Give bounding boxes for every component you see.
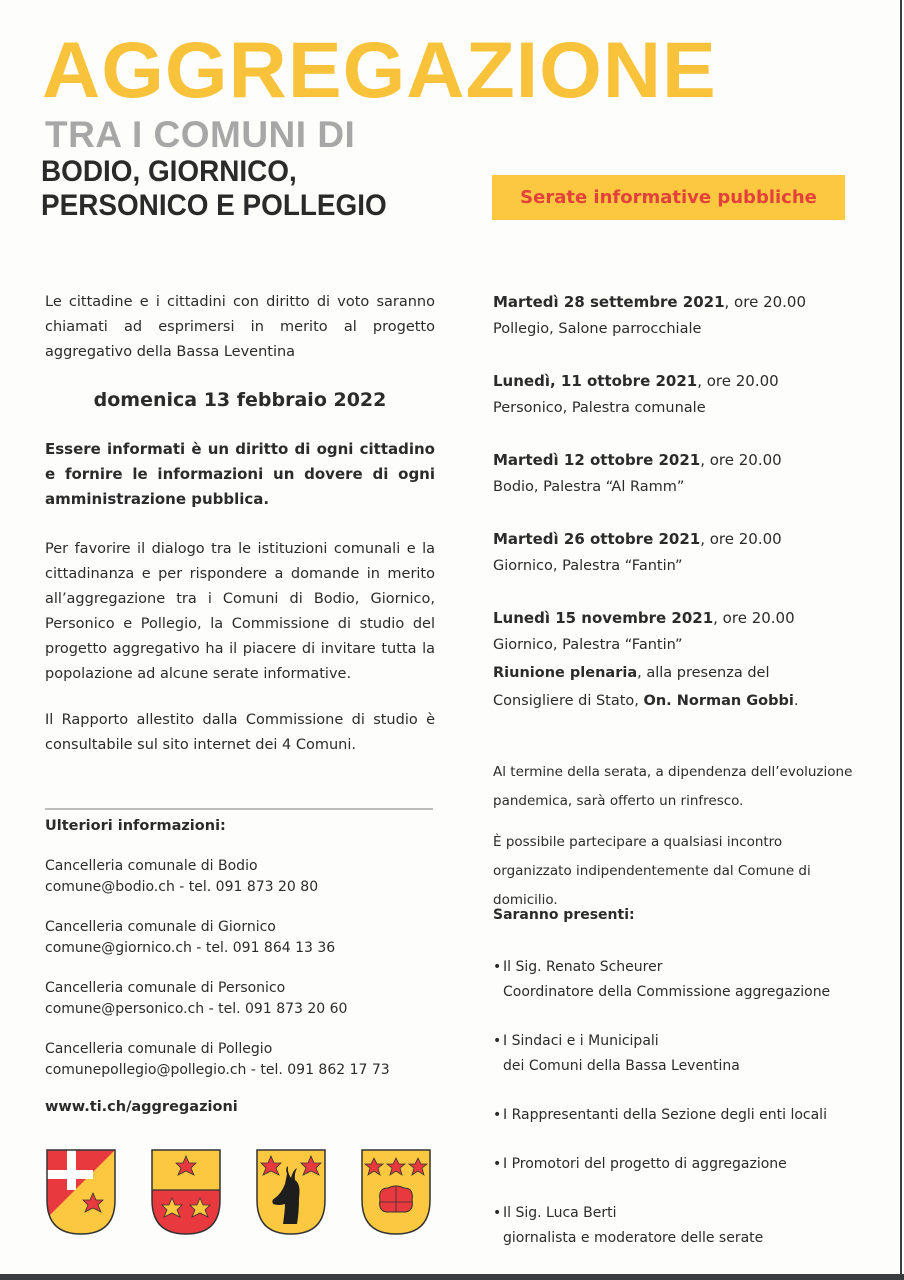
refreshment-note: Al termine della serata, a dipendenza dell’evoluzione pandemica, sarà offerto un rinfresco. (493, 764, 853, 809)
contact-office: Cancelleria comunale di Bodio (45, 858, 258, 874)
communes-heading (41, 155, 387, 223)
bodio-coat-of-arms-icon (45, 1148, 117, 1236)
event-time: , ore 20.00 (724, 293, 807, 311)
contact-office: Cancelleria comunale di Pollegio (45, 1041, 273, 1057)
event-item (493, 527, 863, 580)
bullet-icon: • (493, 1156, 502, 1172)
plenary-text: , alla presenza del (637, 665, 770, 681)
divider (45, 808, 433, 810)
event-place: Bodio, Palestra “Al Ramm” (493, 479, 685, 495)
contact-bodio (45, 856, 390, 898)
attendee-role: dei Comuni della Bassa Leventina (503, 1058, 740, 1074)
dialogue-paragraph: Per favorire il dialogo tra le istituzioni comunali e la cittadinanza e per rispondere a domande in merito all’aggregazione tra i Comuni di Bodio, Giornico, Personico e Pollegio, la Commissione di studio del progetto aggregativo ha il piacere di invitare tutta la popolazione ad alcune serate informative. (45, 541, 435, 682)
contact-giornico (45, 917, 390, 959)
attendee-item (493, 1103, 830, 1128)
intro-paragraph: Le cittadine e i cittadini con diritto di voto saranno chiamati ad esprimersi in merito al progetto aggregativo della Bassa Leventina (45, 294, 435, 360)
bullet-icon: • (493, 1107, 502, 1123)
contact-details[interactable]: comune@personico.ch - tel. 091 873 20 60 (45, 1001, 348, 1017)
event-item (493, 290, 863, 343)
attendee-item (493, 955, 830, 1005)
plenary-note-line-2 (493, 687, 863, 715)
events-list (493, 290, 863, 741)
contact-details[interactable]: comune@bodio.ch - tel. 091 873 20 80 (45, 879, 319, 895)
attendee-role: giornalista e moderatore delle serate (503, 1230, 764, 1246)
event-date: Martedì 28 settembre 2021 (493, 293, 725, 311)
plenary-label: Riunione plenaria (493, 665, 638, 681)
public-evenings-banner: Serate informative pubbliche (492, 175, 845, 220)
contact-details[interactable]: comunepollegio@pollegio.ch - tel. 091 862 17 73 (45, 1062, 390, 1078)
plenary-text: Consigliere di Stato, (493, 693, 644, 709)
plenary-end: . (793, 693, 799, 709)
vote-date: domenica 13 febbraio 2022 (93, 389, 387, 411)
contact-personico (45, 978, 390, 1020)
event-date: Martedì 12 ottobre 2021 (493, 451, 701, 469)
attendance-note: È possibile partecipare a qualsiasi incontro organizzato indipendentemente dal Comune di domicilio. (493, 834, 811, 908)
plenary-note-line-1 (493, 659, 863, 687)
pollegio-coat-of-arms-icon (360, 1148, 432, 1236)
event-place: Personico, Palestra comunale (493, 400, 706, 416)
event-place: Giornico, Palestra “Fantin” (493, 558, 683, 574)
attendee-name: I Promotori del progetto di aggregazione (503, 1156, 787, 1172)
bold-statement: Essere informati è un diritto di ogni cittadino e fornire le informazioni un dovere di ogni amministrazione pubblica. (45, 440, 435, 508)
contact-office: Cancelleria comunale di Personico (45, 980, 286, 996)
attendee-name: I Sindaci e i Municipali (503, 1033, 659, 1049)
contact-details[interactable]: comune@giornico.ch - tel. 091 864 13 36 (45, 940, 336, 956)
event-place: Pollegio, Salone parrocchiale (493, 321, 702, 337)
main-title: AGGREGAZIONE (42, 25, 717, 114)
bullet-icon: • (493, 959, 502, 975)
attendee-role: Coordinatore della Commissione aggregazione (503, 984, 831, 1000)
report-paragraph: Il Rapporto allestito dalla Commissione di studio è consultabile sul sito internet dei 4 Comuni. (45, 712, 435, 753)
event-item-plenary (493, 606, 863, 715)
more-info-title: Ulteriori informazioni: (45, 818, 226, 834)
attendee-item (493, 1201, 830, 1251)
website-link[interactable]: www.ti.ch/aggregazioni (45, 1099, 238, 1115)
event-date: Martedì 26 ottobre 2021 (493, 530, 701, 548)
contact-office: Cancelleria comunale di Giornico (45, 919, 276, 935)
contacts-list (45, 856, 390, 1100)
attendee-item (493, 1152, 830, 1177)
page-right-border (900, 0, 902, 1280)
bullet-icon: • (493, 1033, 502, 1049)
event-date: Lunedì, 11 ottobre 2021 (493, 372, 698, 390)
giornico-coat-of-arms-icon (150, 1148, 222, 1236)
guest-name: On. Norman Gobbi (643, 693, 794, 709)
attendees-list (493, 955, 830, 1275)
attendee-name: Il Sig. Luca Berti (503, 1205, 617, 1221)
coats-of-arms (45, 1148, 432, 1236)
subtitle: TRA I COMUNI DI (45, 114, 356, 155)
event-time: , ore 20.00 (697, 372, 779, 390)
notes (493, 758, 863, 927)
contact-pollegio (45, 1039, 390, 1081)
personico-coat-of-arms-icon (255, 1148, 327, 1236)
attendee-name: Il Sig. Renato Scheurer (503, 959, 663, 975)
event-time: , ore 20.00 (700, 530, 782, 548)
attendee-name: I Rappresentanti della Sezione degli enti locali (503, 1107, 827, 1123)
communes-line-1: BODIO, GIORNICO, (41, 155, 297, 188)
event-item (493, 448, 863, 501)
event-time: , ore 20.00 (713, 609, 795, 627)
event-time: , ore 20.00 (700, 451, 782, 469)
attendees-title: Saranno presenti: (493, 907, 635, 923)
event-date: Lunedì 15 novembre 2021 (493, 609, 714, 627)
event-item (493, 369, 863, 422)
bullet-icon: • (493, 1205, 502, 1221)
event-place: Giornico, Palestra “Fantin” (493, 637, 683, 653)
communes-line-2: PERSONICO E POLLEGIO (41, 189, 387, 222)
attendee-item (493, 1029, 830, 1079)
